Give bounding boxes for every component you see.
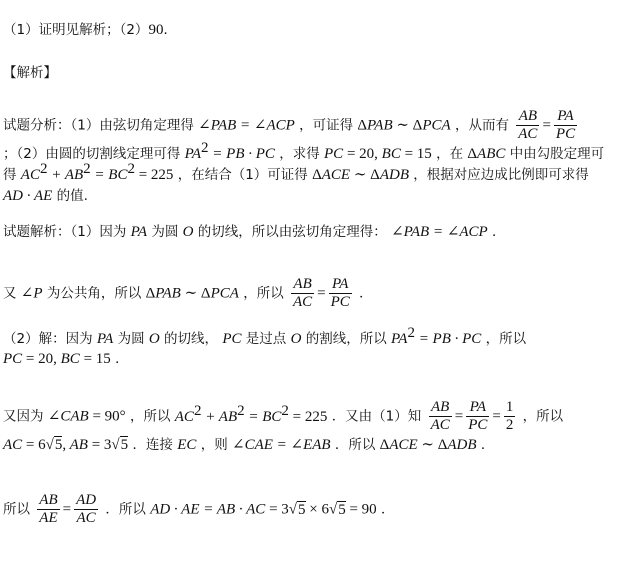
solution-text: ，所以 [485, 331, 527, 347]
math-secant: $PA^2$ = PB · PC [184, 140, 275, 162]
solution-line-1: 试题解析：（1）因为 PA 为圆 O 的切线，所以由弦切角定理得： ∠PAB = ∠ACP ． [3, 224, 506, 240]
solution-text: 为圆 [117, 331, 145, 347]
analysis-line-4 [3, 188, 88, 204]
math-fraction: $\frac{AB}{AE}$ [39, 492, 58, 526]
solution-text: ． [380, 501, 395, 518]
solution-text: （2）解：因为 [3, 331, 93, 347]
solution-text: ．所以 [105, 501, 146, 518]
answer-text: （1）证明见解析；（2） [3, 22, 149, 38]
math-similar: ΔPAB ∼ ΔPCA [357, 117, 451, 134]
answer-line [3, 22, 177, 38]
solution-text: 所以 [3, 501, 30, 518]
solution-text: 为圆 [151, 224, 179, 240]
solution-line-6: AC = 6√5, AB = 3√5 ．连接 EC ，则 ∠CAE = ∠EAB ．所以 ΔACE ∼ ΔADB ． [3, 437, 495, 453]
math-fraction: $\frac{1}{2}$ [505, 399, 514, 433]
math-values: PC = 20, BC = 15 [3, 351, 111, 367]
math-angle-eq-2: ∠CAE = ∠EAB [232, 437, 331, 453]
solution-text: ． [115, 351, 129, 367]
math-fraction: $\frac{AB}{AC}$ [293, 276, 313, 310]
solution-line-5: 又因为 ∠CAB = 90° ，所以 $AC^2 + AB^2 = BC^2 = 225$ ．又由（1）知 $\frac{AB}{AC}$ = $\frac{PA}{PC}$ = $\frac{1}{2}$ ，所以 [3, 399, 564, 433]
solution-line-3: （2）解：因为 PA 为圆 O 的切线， PC 是过点 O 的割线，所以 $PA^2$ = PB · PC ，所以 [3, 325, 527, 347]
math-angle-eq: ∠PAB = ∠ACP [198, 117, 295, 134]
solution-text: ． [359, 285, 373, 302]
section-label: 【解析】 [3, 65, 57, 81]
analysis-head: 试题分析：（1）由弦切角定理得 [3, 117, 194, 134]
math-values: PC = 20, BC = 15 [324, 146, 432, 162]
analysis-text: ，从而有 [454, 117, 509, 134]
solution-text: ，则 [200, 437, 228, 453]
math-similar-2: ΔACE ∼ ΔADB [312, 167, 409, 183]
math-fraction: $\frac{PA}{PC}$ [468, 399, 488, 433]
solution-text: 又 [3, 285, 17, 302]
math-similar-2: ΔACE ∼ ΔADB [379, 437, 477, 453]
analysis-text: ，在 [436, 146, 464, 162]
analysis-text: ，根据对应边成比例即可求得 [413, 167, 589, 183]
answer-end: ． [163, 22, 177, 38]
analysis-line-1: 试题分析：（1）由弦切角定理得 ∠PAB = ∠ACP ，可证得 ΔPAB ∼ ΔPCA ，从而有 $\frac{AB}{AC}$ = $\frac{PA}{PC}$ [3, 108, 576, 142]
solution-line-2: 又 ∠P 为公共角，所以 ΔPAB ∼ ΔPCA ，所以 $\frac{AB}{AC}$ = $\frac{PA}{PC}$ ． [3, 276, 373, 310]
solution-text: 的割线，所以 [305, 331, 387, 347]
math-fraction: $\frac{AB}{AC}$ [430, 399, 450, 433]
analysis-text: ，可证得 [299, 117, 354, 134]
solution-text: ，所以 [243, 285, 284, 302]
answer-value: 90 [148, 22, 164, 38]
math-pythagoras: $AC^2 + AB^2 = BC^2 = 225$ [174, 402, 328, 425]
analysis-text: ，求得 [279, 146, 320, 162]
solution-text: ，所以 [522, 408, 564, 425]
solution-text: ．连接 [132, 437, 173, 453]
solution-text: 的切线， [164, 331, 219, 347]
math-fraction: $\frac{PA}{PC}$ [330, 276, 350, 310]
math-right-angle: ∠CAB = 90° [47, 408, 126, 425]
solution-line-7: 所以 $\frac{AB}{AE}$ = $\frac{AD}{AC}$ ．所以 AD · AE = AB · AC = 3√5 × 6√5 = 90 ． [3, 492, 395, 526]
analysis-text: ，在结合（1）可证得 [177, 167, 308, 183]
solution-text: ． [480, 437, 495, 453]
solution-text: 为公共角，所以 [46, 285, 142, 302]
math-fraction: $\frac{AB}{AC}$ [518, 108, 538, 142]
solution-text: ，所以 [129, 408, 171, 425]
math-fraction: $\frac{AD}{AC}$ [76, 492, 97, 526]
math-final: AD · AE = AB · AC = 3√5 × 6√5 = 90 [150, 501, 377, 518]
math-similar: ΔPAB ∼ ΔPCA [145, 285, 239, 302]
solution-text: 的切线，所以由弦切角定理得： [197, 224, 387, 240]
math-angle-eq: ∠PAB = ∠ACP [391, 224, 488, 240]
math-pythagoras: $AC^2 + AB^2 = BC^2 = 225$ [20, 161, 174, 183]
analysis-text: ；（2）由圆的切割线定理可得 [3, 146, 181, 162]
solution-text: ．又由（1）知 [331, 408, 422, 425]
math-triangle: ΔABC [467, 146, 506, 162]
solution-text: 是过点 [245, 331, 287, 347]
math-lengths: AC = 6√5, AB = 3√5 [3, 437, 129, 453]
math-fraction: $\frac{PA}{PC}$ [555, 108, 576, 142]
math-secant: $PA^2$ = PB · PC [391, 325, 482, 347]
solution-text: 又因为 [3, 408, 44, 425]
analysis-text: 中由勾股定理可 [509, 146, 605, 162]
solution-line-4 [3, 351, 129, 367]
math-product: AD · AE [3, 188, 53, 204]
analysis-text: 的值. [56, 188, 88, 204]
analysis-line-2 [3, 140, 605, 162]
solution-text: ．所以 [334, 437, 376, 453]
solution-text: ． [492, 224, 506, 240]
analysis-text: 得 [3, 167, 17, 183]
analysis-line-3 [3, 161, 589, 183]
solution-text: 试题解析：（1）因为 [3, 224, 127, 240]
